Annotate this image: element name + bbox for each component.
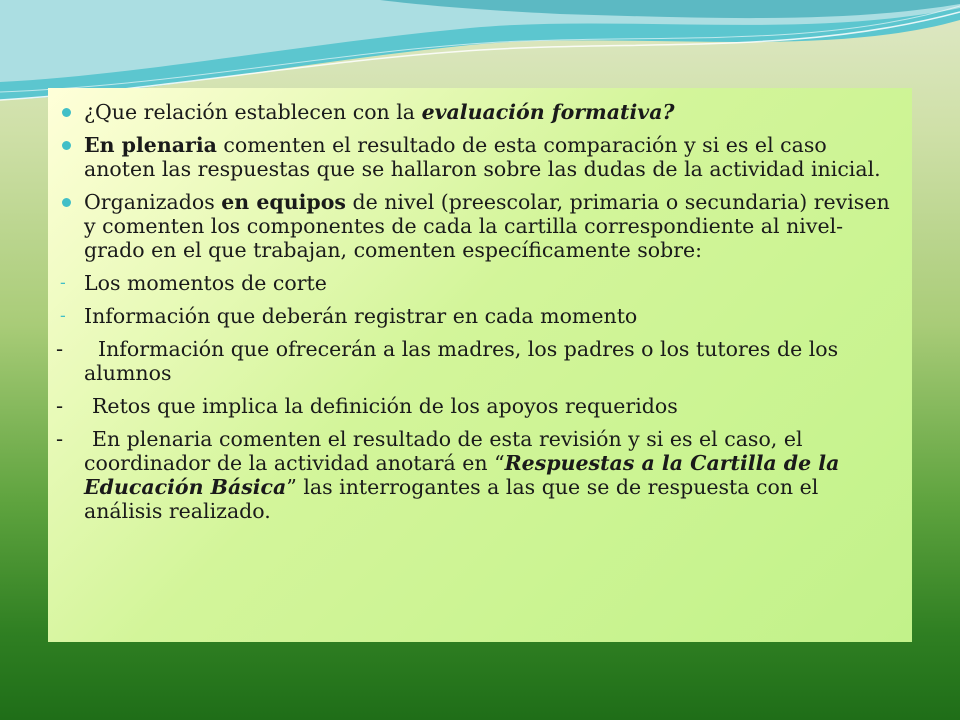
list-item-8: - En plenaria comenten el resultado de esta revisión y si es el caso, el coordinador de la actividad anotará en “Respuestas a la Cartilla de la Educación Básica” las interrogantes a las que se de respuesta con el análisis realizado.	[56, 427, 840, 523]
list-item-4: - Los momentos de corte	[60, 271, 327, 295]
list-item-3: Organizados en equipos de nivel (preescolar, primaria o secundaria) revisen y comenten los componentes de cada la cartilla correspondiente al nivel-grado en el que trabajan, comenten específicamente sobre:	[84, 190, 898, 262]
emphasis-text: evaluación formativa?	[421, 100, 675, 124]
bullet-icon	[62, 141, 71, 150]
dash-marker: -	[60, 273, 66, 293]
content-box	[48, 88, 912, 642]
dash-marker: -	[56, 427, 64, 451]
list-item-7: - Retos que implica la definición de los apoyos requeridos	[56, 394, 678, 418]
emphasis-text: Respuestas a la Cartilla de la Educación Básica	[84, 451, 840, 499]
dash-marker: -	[56, 337, 64, 361]
bullet-icon	[62, 198, 71, 207]
list-item-1: ¿Que relación establecen con la evaluación formativa?	[84, 100, 898, 124]
dash-marker: -	[56, 394, 64, 418]
dash-marker: -	[60, 306, 66, 326]
list-item-2: En plenaria comenten el resultado de esta comparación y si es el caso anoten las respuestas que se hallaron sobre las dudas de la actividad inicial.	[84, 133, 898, 181]
bold-text: en equipos	[221, 190, 346, 214]
bold-text: En plenaria	[84, 133, 217, 157]
list-item-6: - Información que ofrecerán a las madres, los padres o los tutores de los alumnos	[56, 337, 839, 385]
bullet-icon	[62, 108, 71, 117]
list-item-5: - Información que deberán registrar en cada momento	[60, 304, 638, 328]
